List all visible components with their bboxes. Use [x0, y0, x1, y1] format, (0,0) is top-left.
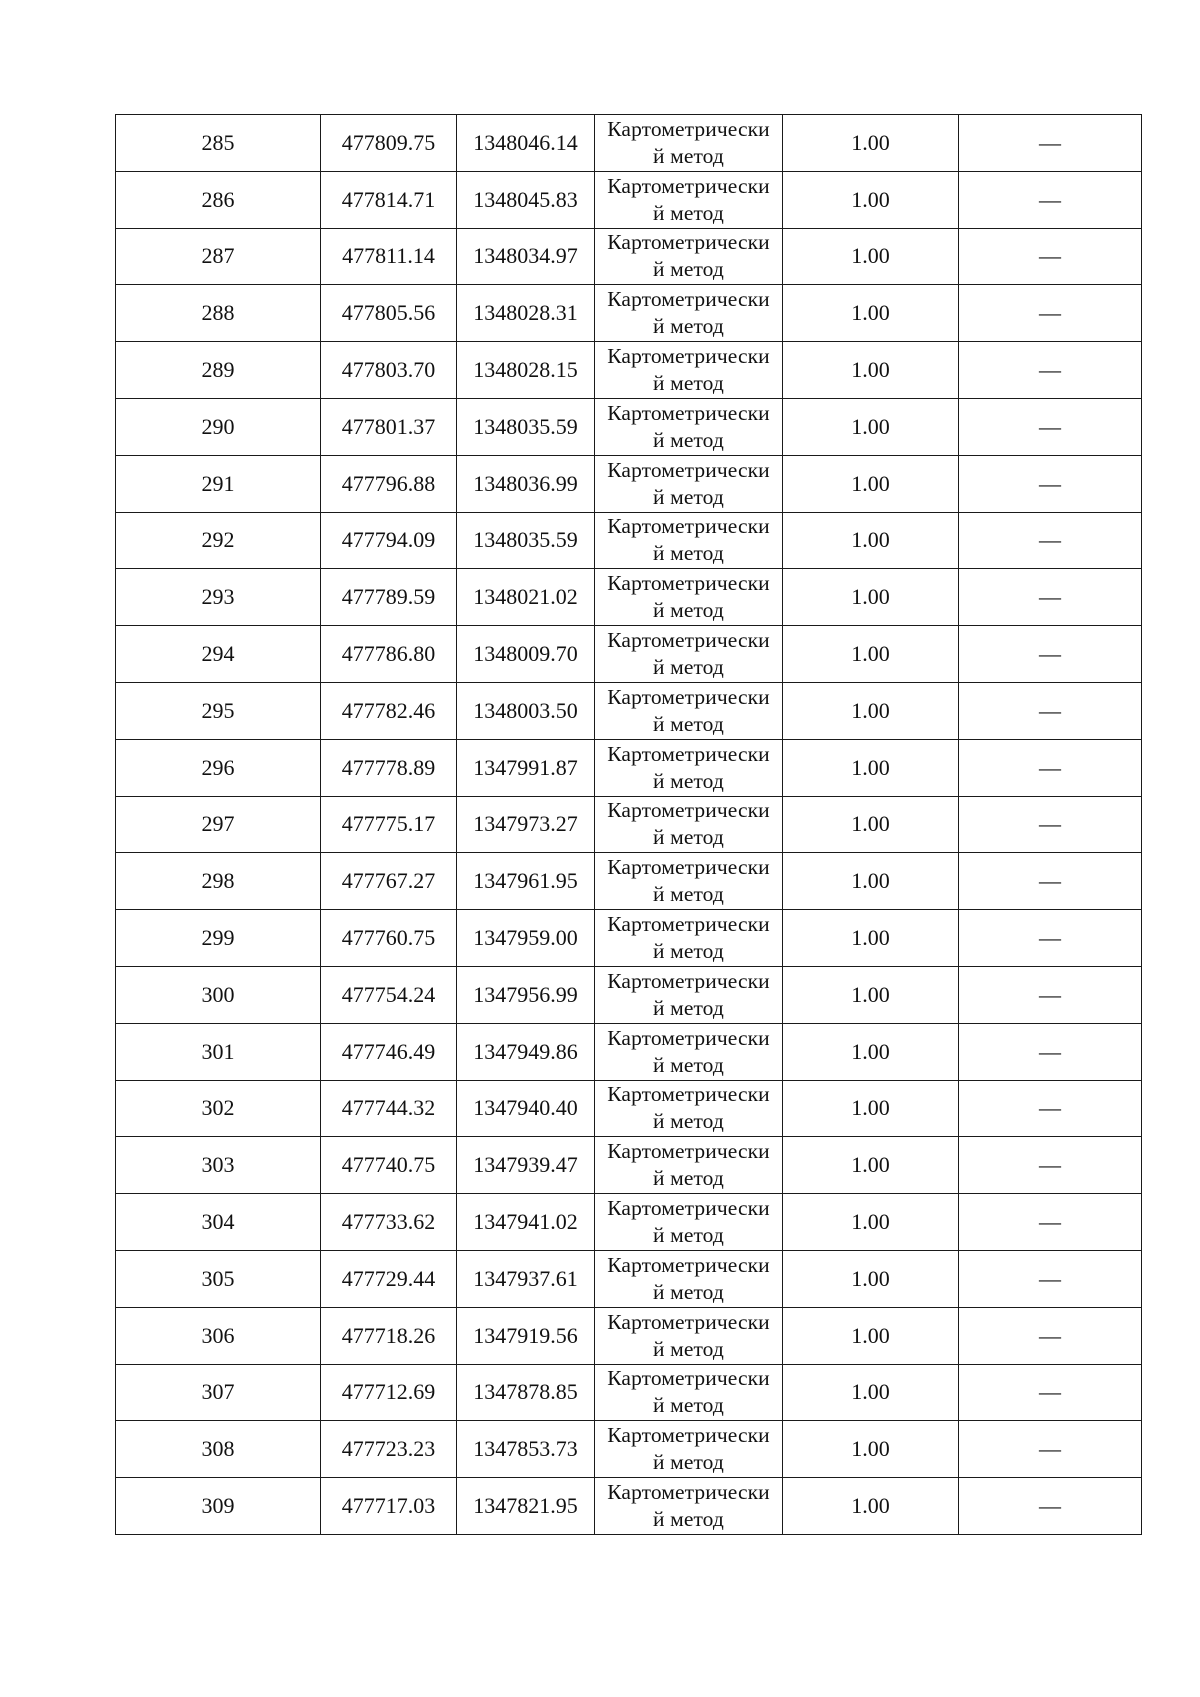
x-coordinate-cell: 477712.69	[321, 1364, 457, 1421]
note-cell: —	[959, 739, 1142, 796]
y-coordinate-cell: 1348003.50	[457, 682, 595, 739]
table-row	[116, 115, 1142, 172]
accuracy-cell: 1.00	[783, 228, 959, 285]
coordinates-table	[115, 114, 1142, 1535]
method-line-2: й метод	[653, 995, 724, 1020]
method-line-2: й метод	[653, 1507, 724, 1532]
y-coordinate-cell: 1348035.59	[457, 398, 595, 455]
note-cell: —	[959, 512, 1142, 569]
note-cell: —	[959, 398, 1142, 455]
accuracy-cell: 1.00	[783, 966, 959, 1023]
method-line-2: й метод	[653, 1336, 724, 1361]
x-coordinate-cell: 477717.03	[321, 1478, 457, 1535]
method-cell	[595, 1250, 783, 1307]
x-coordinate-cell: 477760.75	[321, 910, 457, 967]
note-cell: —	[959, 342, 1142, 399]
method-cell	[595, 626, 783, 683]
table-row	[116, 853, 1142, 910]
note-cell: —	[959, 910, 1142, 967]
method-cell	[595, 569, 783, 626]
y-coordinate-cell: 1347853.73	[457, 1421, 595, 1478]
method-line-2: й метод	[653, 143, 724, 168]
x-coordinate-cell: 477786.80	[321, 626, 457, 683]
y-coordinate-cell: 1347937.61	[457, 1250, 595, 1307]
method-line-1: Картометрически	[607, 571, 770, 596]
note-cell: —	[959, 1307, 1142, 1364]
y-coordinate-cell: 1347878.85	[457, 1364, 595, 1421]
table-row	[116, 966, 1142, 1023]
y-coordinate-cell: 1347961.95	[457, 853, 595, 910]
x-coordinate-cell: 477718.26	[321, 1307, 457, 1364]
accuracy-cell: 1.00	[783, 569, 959, 626]
method-line-1: Картометрически	[607, 855, 770, 880]
method-cell	[595, 1364, 783, 1421]
method-line-2: й метод	[653, 1052, 724, 1077]
point-number-cell: 297	[116, 796, 321, 853]
method-line-1: Картометрически	[607, 1366, 770, 1391]
method-line-1: Картометрически	[607, 1309, 770, 1334]
method-cell	[595, 512, 783, 569]
x-coordinate-cell: 477778.89	[321, 739, 457, 796]
method-cell	[595, 682, 783, 739]
accuracy-cell: 1.00	[783, 398, 959, 455]
x-coordinate-cell: 477723.23	[321, 1421, 457, 1478]
y-coordinate-cell: 1348035.59	[457, 512, 595, 569]
method-line-1: Картометрически	[607, 968, 770, 993]
y-coordinate-cell: 1347941.02	[457, 1194, 595, 1251]
table-row	[116, 228, 1142, 285]
point-number-cell: 299	[116, 910, 321, 967]
point-number-cell: 296	[116, 739, 321, 796]
method-cell	[595, 1421, 783, 1478]
x-coordinate-cell: 477801.37	[321, 398, 457, 455]
table-row	[116, 1137, 1142, 1194]
point-number-cell: 303	[116, 1137, 321, 1194]
method-line-2: й метод	[653, 598, 724, 623]
x-coordinate-cell: 477796.88	[321, 455, 457, 512]
method-line-1: Картометрически	[607, 628, 770, 653]
note-cell: —	[959, 1080, 1142, 1137]
accuracy-cell: 1.00	[783, 171, 959, 228]
point-number-cell: 306	[116, 1307, 321, 1364]
method-cell	[595, 115, 783, 172]
note-cell: —	[959, 1250, 1142, 1307]
point-number-cell: 295	[116, 682, 321, 739]
method-cell	[595, 910, 783, 967]
x-coordinate-cell: 477744.32	[321, 1080, 457, 1137]
note-cell: —	[959, 115, 1142, 172]
note-cell: —	[959, 1421, 1142, 1478]
method-line-1: Картометрически	[607, 400, 770, 425]
table-row	[116, 1194, 1142, 1251]
point-number-cell: 289	[116, 342, 321, 399]
accuracy-cell: 1.00	[783, 1250, 959, 1307]
y-coordinate-cell: 1347956.99	[457, 966, 595, 1023]
point-number-cell: 287	[116, 228, 321, 285]
method-cell	[595, 342, 783, 399]
method-line-1: Картометрически	[607, 684, 770, 709]
table-row	[116, 1250, 1142, 1307]
x-coordinate-cell: 477767.27	[321, 853, 457, 910]
method-line-1: Картометрически	[607, 457, 770, 482]
table-row	[116, 1478, 1142, 1535]
note-cell: —	[959, 1194, 1142, 1251]
method-line-2: й метод	[653, 314, 724, 339]
x-coordinate-cell: 477729.44	[321, 1250, 457, 1307]
accuracy-cell: 1.00	[783, 1307, 959, 1364]
table-row	[116, 1364, 1142, 1421]
method-line-2: й метод	[653, 1166, 724, 1191]
method-line-1: Картометрически	[607, 230, 770, 255]
method-line-2: й метод	[653, 768, 724, 793]
accuracy-cell: 1.00	[783, 1421, 959, 1478]
method-cell	[595, 739, 783, 796]
method-line-1: Картометрически	[607, 1025, 770, 1050]
point-number-cell: 300	[116, 966, 321, 1023]
note-cell: —	[959, 569, 1142, 626]
y-coordinate-cell: 1348036.99	[457, 455, 595, 512]
point-number-cell: 294	[116, 626, 321, 683]
method-line-1: Картометрически	[607, 116, 770, 141]
method-line-1: Картометрически	[607, 1423, 770, 1448]
method-line-2: й метод	[653, 200, 724, 225]
y-coordinate-cell: 1347949.86	[457, 1023, 595, 1080]
point-number-cell: 302	[116, 1080, 321, 1137]
method-line-2: й метод	[653, 484, 724, 509]
method-cell	[595, 171, 783, 228]
method-line-1: Картометрически	[607, 344, 770, 369]
point-number-cell: 307	[116, 1364, 321, 1421]
method-line-2: й метод	[653, 1450, 724, 1475]
x-coordinate-cell: 477746.49	[321, 1023, 457, 1080]
accuracy-cell: 1.00	[783, 1080, 959, 1137]
y-coordinate-cell: 1348046.14	[457, 115, 595, 172]
note-cell: —	[959, 966, 1142, 1023]
method-cell	[595, 1478, 783, 1535]
method-cell	[595, 398, 783, 455]
point-number-cell: 301	[116, 1023, 321, 1080]
x-coordinate-cell: 477803.70	[321, 342, 457, 399]
point-number-cell: 292	[116, 512, 321, 569]
method-line-2: й метод	[653, 1393, 724, 1418]
method-line-1: Картометрически	[607, 741, 770, 766]
point-number-cell: 305	[116, 1250, 321, 1307]
x-coordinate-cell: 477782.46	[321, 682, 457, 739]
y-coordinate-cell: 1347959.00	[457, 910, 595, 967]
y-coordinate-cell: 1348034.97	[457, 228, 595, 285]
method-cell	[595, 1194, 783, 1251]
table-row	[116, 910, 1142, 967]
accuracy-cell: 1.00	[783, 1478, 959, 1535]
accuracy-cell: 1.00	[783, 626, 959, 683]
method-line-2: й метод	[653, 371, 724, 396]
x-coordinate-cell: 477811.14	[321, 228, 457, 285]
x-coordinate-cell: 477809.75	[321, 115, 457, 172]
method-line-2: й метод	[653, 825, 724, 850]
y-coordinate-cell: 1347939.47	[457, 1137, 595, 1194]
y-coordinate-cell: 1348009.70	[457, 626, 595, 683]
method-line-1: Картометрически	[607, 1082, 770, 1107]
method-line-2: й метод	[653, 711, 724, 736]
method-cell	[595, 228, 783, 285]
x-coordinate-cell: 477740.75	[321, 1137, 457, 1194]
method-line-1: Картометрически	[607, 173, 770, 198]
table-row	[116, 569, 1142, 626]
method-line-1: Картометрически	[607, 1139, 770, 1164]
coordinates-table-body	[116, 115, 1142, 1535]
accuracy-cell: 1.00	[783, 342, 959, 399]
table-row	[116, 1080, 1142, 1137]
note-cell: —	[959, 285, 1142, 342]
point-number-cell: 304	[116, 1194, 321, 1251]
accuracy-cell: 1.00	[783, 285, 959, 342]
table-row	[116, 796, 1142, 853]
table-row	[116, 739, 1142, 796]
note-cell: —	[959, 171, 1142, 228]
note-cell: —	[959, 1137, 1142, 1194]
point-number-cell: 286	[116, 171, 321, 228]
method-line-2: й метод	[653, 882, 724, 907]
point-number-cell: 308	[116, 1421, 321, 1478]
method-line-2: й метод	[653, 541, 724, 566]
method-line-2: й метод	[653, 655, 724, 680]
note-cell: —	[959, 455, 1142, 512]
table-row	[116, 1023, 1142, 1080]
y-coordinate-cell: 1348028.15	[457, 342, 595, 399]
table-row	[116, 398, 1142, 455]
accuracy-cell: 1.00	[783, 1364, 959, 1421]
method-cell	[595, 1080, 783, 1137]
method-line-1: Картометрически	[607, 798, 770, 823]
y-coordinate-cell: 1348021.02	[457, 569, 595, 626]
accuracy-cell: 1.00	[783, 1137, 959, 1194]
y-coordinate-cell: 1347991.87	[457, 739, 595, 796]
y-coordinate-cell: 1347821.95	[457, 1478, 595, 1535]
table-row	[116, 285, 1142, 342]
method-line-2: й метод	[653, 1109, 724, 1134]
note-cell: —	[959, 1023, 1142, 1080]
table-row	[116, 512, 1142, 569]
x-coordinate-cell: 477754.24	[321, 966, 457, 1023]
table-row	[116, 682, 1142, 739]
method-cell	[595, 1307, 783, 1364]
accuracy-cell: 1.00	[783, 796, 959, 853]
method-cell	[595, 796, 783, 853]
accuracy-cell: 1.00	[783, 1194, 959, 1251]
y-coordinate-cell: 1348028.31	[457, 285, 595, 342]
note-cell: —	[959, 228, 1142, 285]
method-line-1: Картометрически	[607, 1196, 770, 1221]
accuracy-cell: 1.00	[783, 853, 959, 910]
method-line-1: Картометрически	[607, 912, 770, 937]
table-row	[116, 342, 1142, 399]
y-coordinate-cell: 1347919.56	[457, 1307, 595, 1364]
accuracy-cell: 1.00	[783, 115, 959, 172]
x-coordinate-cell: 477775.17	[321, 796, 457, 853]
method-cell	[595, 966, 783, 1023]
point-number-cell: 293	[116, 569, 321, 626]
method-cell	[595, 853, 783, 910]
method-line-1: Картометрически	[607, 287, 770, 312]
table-row	[116, 1421, 1142, 1478]
note-cell: —	[959, 626, 1142, 683]
accuracy-cell: 1.00	[783, 910, 959, 967]
method-line-2: й метод	[653, 1223, 724, 1248]
accuracy-cell: 1.00	[783, 1023, 959, 1080]
method-line-2: й метод	[653, 427, 724, 452]
method-cell	[595, 285, 783, 342]
method-line-1: Картометрически	[607, 1252, 770, 1277]
y-coordinate-cell: 1348045.83	[457, 171, 595, 228]
table-row	[116, 1307, 1142, 1364]
point-number-cell: 291	[116, 455, 321, 512]
method-line-2: й метод	[653, 1279, 724, 1304]
x-coordinate-cell: 477733.62	[321, 1194, 457, 1251]
x-coordinate-cell: 477805.56	[321, 285, 457, 342]
y-coordinate-cell: 1347973.27	[457, 796, 595, 853]
y-coordinate-cell: 1347940.40	[457, 1080, 595, 1137]
method-cell	[595, 1137, 783, 1194]
method-line-2: й метод	[653, 257, 724, 282]
method-line-1: Картометрически	[607, 514, 770, 539]
point-number-cell: 285	[116, 115, 321, 172]
method-line-2: й метод	[653, 939, 724, 964]
accuracy-cell: 1.00	[783, 512, 959, 569]
note-cell: —	[959, 682, 1142, 739]
method-cell	[595, 1023, 783, 1080]
accuracy-cell: 1.00	[783, 455, 959, 512]
table-row	[116, 626, 1142, 683]
note-cell: —	[959, 796, 1142, 853]
note-cell: —	[959, 853, 1142, 910]
note-cell: —	[959, 1364, 1142, 1421]
accuracy-cell: 1.00	[783, 682, 959, 739]
x-coordinate-cell: 477789.59	[321, 569, 457, 626]
x-coordinate-cell: 477794.09	[321, 512, 457, 569]
x-coordinate-cell: 477814.71	[321, 171, 457, 228]
table-row	[116, 455, 1142, 512]
table-row	[116, 171, 1142, 228]
point-number-cell: 290	[116, 398, 321, 455]
point-number-cell: 309	[116, 1478, 321, 1535]
point-number-cell: 288	[116, 285, 321, 342]
accuracy-cell: 1.00	[783, 739, 959, 796]
method-cell	[595, 455, 783, 512]
method-line-1: Картометрически	[607, 1480, 770, 1505]
note-cell: —	[959, 1478, 1142, 1535]
point-number-cell: 298	[116, 853, 321, 910]
